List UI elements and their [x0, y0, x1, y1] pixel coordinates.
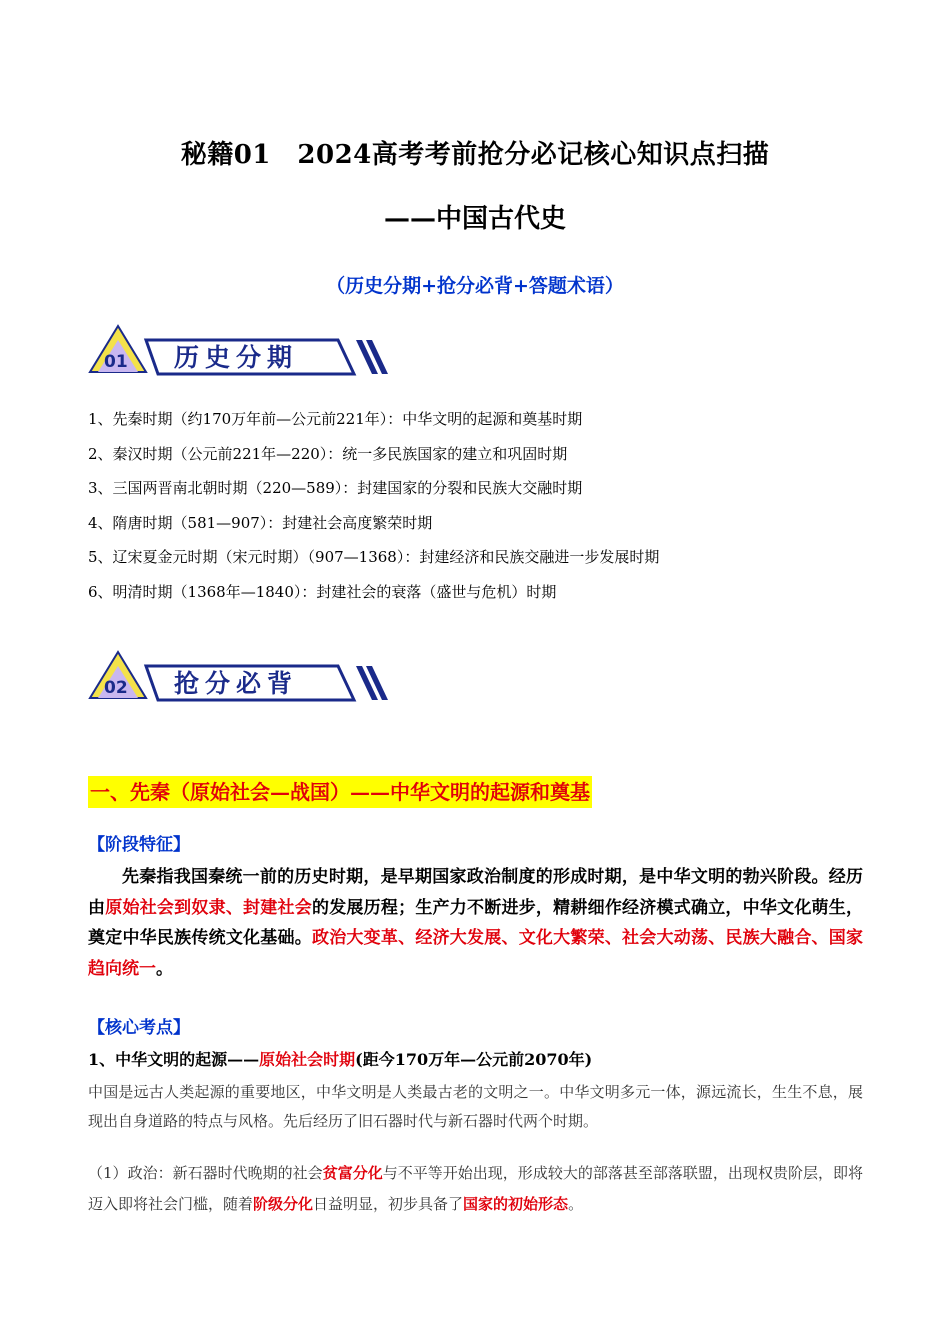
- page-title-sub: ——中国古代史: [383, 204, 566, 234]
- highlight-text: 阶级分化: [253, 1195, 314, 1213]
- text-run: 与不平等开始出现，形成较大的部落甚至部落联盟，出现权贵阶层，即将迈入即将社会门槛，随着: [88, 1164, 863, 1213]
- highlight-text: 国家的初始形态: [463, 1195, 569, 1213]
- banner-number: 01: [104, 352, 128, 372]
- highlight-text: 原始社会到奴隶、封建社会: [105, 897, 312, 918]
- text-run: 1、中华文明的起源——: [88, 1050, 260, 1069]
- core-points-tag: 【核心考点】: [88, 1018, 190, 1038]
- list-item: 6、明清时期（1368年—1840）：封建社会的衰落（盛世与危机）时期: [88, 582, 557, 601]
- page-subtitle: （历史分期+抢分必背+答题术语）: [326, 275, 624, 297]
- stage-feature-tag: 【阶段特征】: [88, 835, 190, 855]
- text-run: (距今170万年—公元前2070年): [355, 1050, 593, 1069]
- core-point-politics: [88, 1158, 863, 1220]
- stage-feature-paragraph: [88, 862, 863, 984]
- text-run: （1）政治：新石器时代晚期的社会: [88, 1164, 323, 1182]
- highlight-text: 原始社会时期: [259, 1050, 356, 1069]
- period-list: [88, 406, 659, 613]
- core-point-body: 中国是远古人类起源的重要地区，中华文明是人类最古老的文明之一。中华文明多元一体，源远流长，生生不息，展现出自身道路的特点与风格。先后经历了旧石器时代与新石器时代两个时期。: [88, 1083, 863, 1130]
- section-banner-01: [88, 322, 388, 380]
- list-item: 5、辽宋夏金元时期（宋元时期）（907—1368）：封建经济和民族交融进一步发展时期: [88, 548, 660, 566]
- highlight-text: 贫富分化: [322, 1164, 383, 1182]
- text-run: 。: [568, 1195, 584, 1213]
- list-item: 3、三国两晋南北朝时期（220—589）：封建国家的分裂和民族大交融时期: [88, 479, 583, 497]
- core-point-heading: [88, 1047, 592, 1070]
- text-run: 日益明显，初步具备了: [313, 1195, 464, 1213]
- highlight-text: 政治大变革、经济大发展、文化大繁荣、社会大动荡、民族大融合、国家趋向统一: [88, 928, 864, 979]
- banner-label: 抢分必背: [174, 669, 299, 698]
- page-title: 秘籍01 2024高考考前抢分必记核心知识点扫描: [180, 140, 770, 170]
- text-run: 先秦指我国秦统一前的历史时期，是早期国家政治制度的形成时期，是中华文明的勃兴阶段。经历由: [88, 867, 863, 918]
- list-item: 4、隋唐时期（581—907）：封建社会高度繁荣时期: [88, 513, 433, 532]
- text-run: 。: [156, 958, 173, 979]
- list-item: 1、先秦时期（约170万年前—公元前221年）：中华文明的起源和奠基时期: [88, 410, 583, 428]
- banner-number: 02: [104, 678, 128, 698]
- text-run: 的发展历程；生产力不断进步，精耕细作经济模式确立，中华文化萌生，奠定中华民族传统文化基础。: [88, 897, 864, 948]
- list-item: 2、秦汉时期（公元前221年—220）：统一多民族国家的建立和巩固时期: [88, 444, 568, 463]
- banner-label: 历史分期: [174, 343, 299, 372]
- section-banner-02: [88, 648, 388, 706]
- section-heading: 一、先秦（原始社会—战国）——中华文明的起源和奠基: [88, 776, 592, 808]
